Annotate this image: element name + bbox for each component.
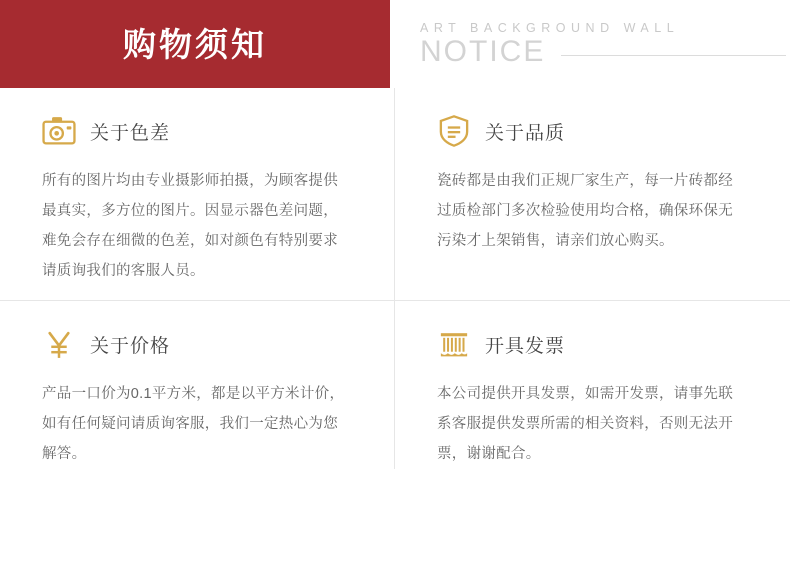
notice-section-body: 产品一口价为0.1平方米，都是以平方米计价，如有任何疑问请质询客服，我们一定热心为您解答。 xyxy=(42,386,345,462)
header-subtitle-area xyxy=(390,0,790,88)
camera-icon xyxy=(42,114,76,148)
notice-section-invoice xyxy=(395,301,790,469)
header-subtitle-row xyxy=(420,37,790,67)
notice-section-quality xyxy=(395,88,790,301)
notice-grid xyxy=(0,88,790,469)
header-kicker: ART BACKGROUND WALL xyxy=(420,21,680,35)
notice-section-body: 本公司提供开具发票，如需开发票，请事先联系客服提供发票所需的相关资料，否则无法开票，谢谢配合。 xyxy=(437,386,733,462)
shield-quality-icon xyxy=(437,114,471,148)
notice-section-title: 开具发票 xyxy=(485,335,566,357)
yen-price-icon xyxy=(42,327,76,361)
notice-section-price xyxy=(0,301,395,469)
notice-section-title: 关于品质 xyxy=(485,122,566,144)
header-divider-line xyxy=(561,55,786,56)
page-header xyxy=(0,0,790,88)
notice-section-title: 关于价格 xyxy=(90,335,171,357)
notice-section-header xyxy=(42,114,352,148)
notice-section-header xyxy=(437,327,748,361)
notice-section-header xyxy=(437,114,748,148)
notice-section-header xyxy=(42,327,352,361)
header-title-banner xyxy=(0,0,390,88)
page-title: 购物须知 xyxy=(123,25,267,63)
invoice-icon xyxy=(437,327,471,361)
notice-section-body: 瓷砖都是由我们正规厂家生产，每一片砖都经过质检部门多次检验使用均合格，确保环保无污染才上架销售，请亲们放心购买。 xyxy=(437,173,733,249)
header-subtitle: NOTICE xyxy=(420,35,546,68)
notice-section-title: 关于色差 xyxy=(90,122,171,144)
notice-section-body: 所有的图片均由专业摄影师拍摄，为顾客提供最真实，多方位的图片。因显示器色差问题，难免会存在细微的色差，如对颜色有特别要求请质询我们的客服人员。 xyxy=(42,173,338,279)
notice-section-color xyxy=(0,88,395,301)
